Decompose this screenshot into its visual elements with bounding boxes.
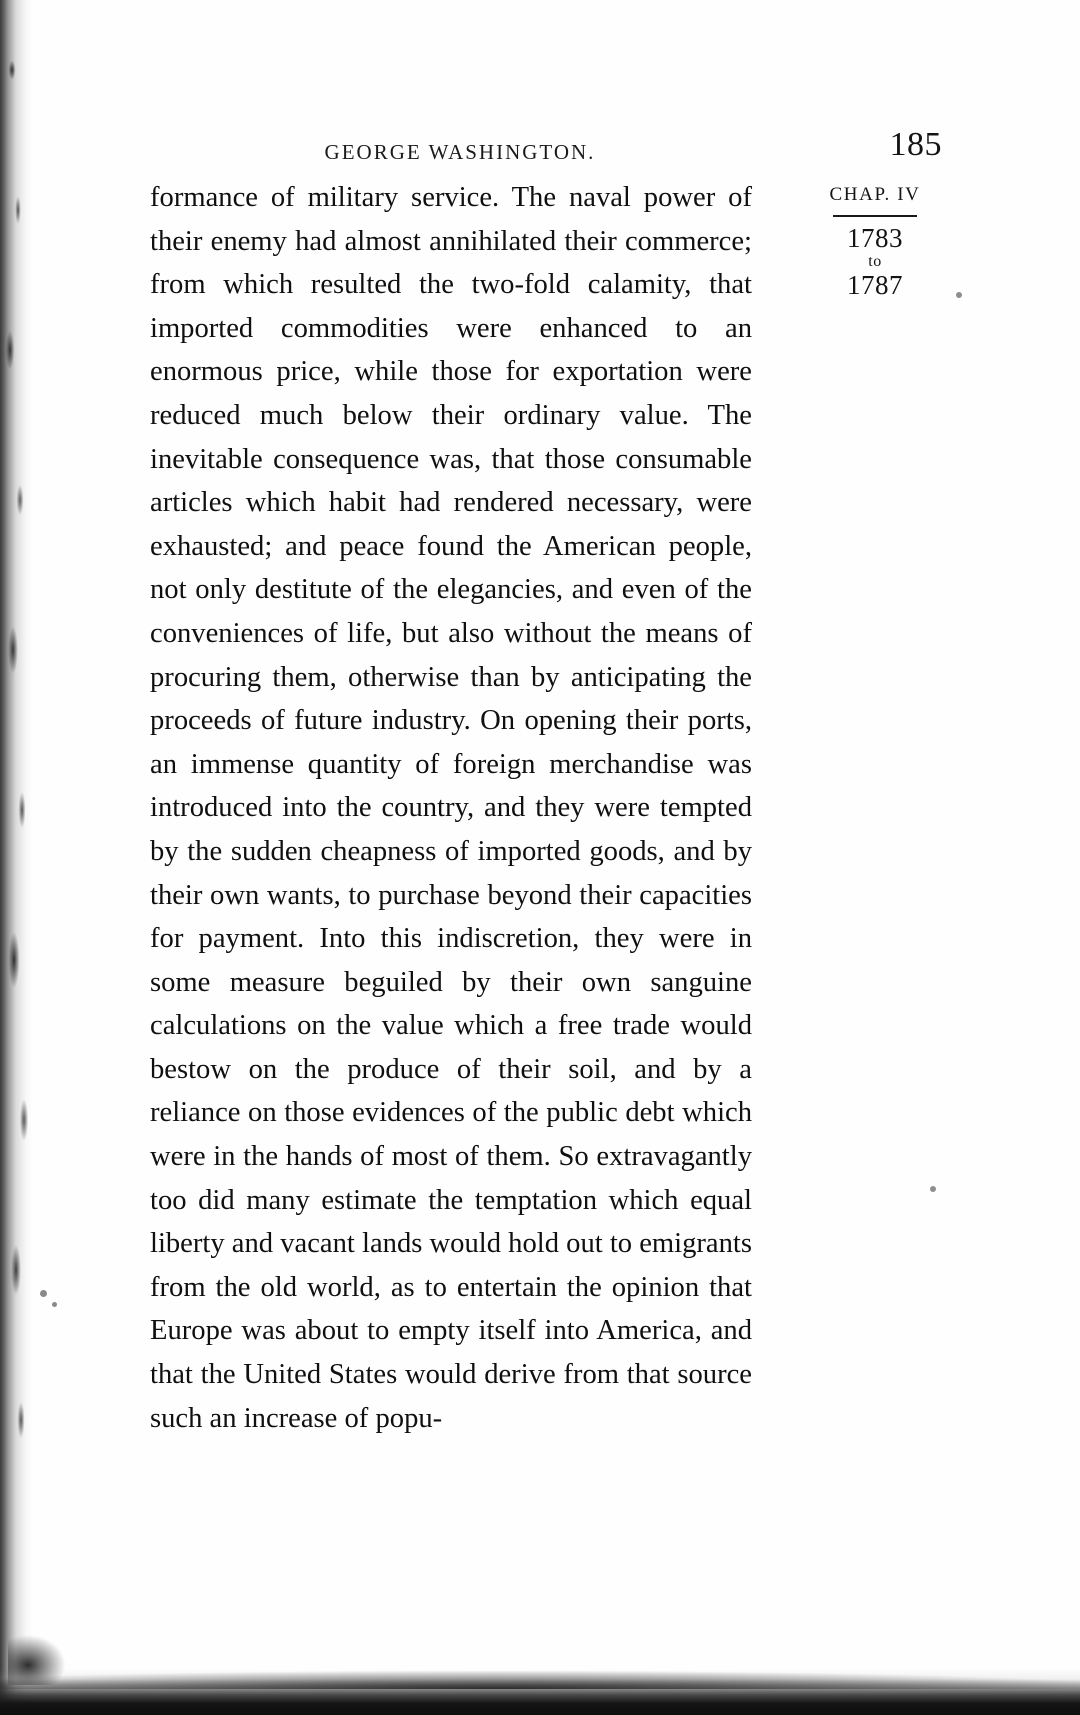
- body-text-column: [150, 176, 752, 1440]
- stray-ink-mark: [956, 292, 962, 298]
- page-number: 185: [889, 126, 942, 163]
- margin-note-connector: to: [868, 253, 882, 270]
- paragraph: formance of military service. The naval power of their enemy had almost annihilated their commerce; from which resulted the two-fold calamity, that imported commodities were enhanced to an enormous price, while those for exportation were reduced much below their ordinary value. The inevitable consequence was, that those consumable articles which habit had rendered necessary, were exhausted; and peace found the American people, not only destitute of the elegancies, and even of the conveniences of life, but also without the means of procuring them, otherwise than by anticipating the proceeds of future industry. On opening their ports, an immense quantity of foreign merchandise was introduced into the country, and they were tempted by the sudden cheapness of imported goods, and by their own wants, to purchase beyond their capacities for payment. Into this indiscretion, they were in some measure beguiled by their own sanguine calculations on the value which a free trade would bestow on the produce of their soil, and by a reliance on those evidences of the public debt which were in the hands of most of them. So extravagantly too did many estimate the temptation which equal liberty and vacant lands would hold out to emigrants from the old world, as to entertain the opinion that Europe was about to empty itself into America, and that the United States would derive from that source such an increase of popu-: [150, 182, 752, 1434]
- margin-note-year-end: 1787: [847, 270, 903, 300]
- margin-note-chapter: CHAP. IV: [829, 184, 921, 205]
- margin-note-rule: [833, 215, 917, 217]
- running-head: GEORGE WASHINGTON.: [324, 140, 596, 164]
- margin-note-year-start: 1783: [847, 223, 903, 253]
- margin-note: [790, 184, 960, 300]
- stray-ink-mark: [930, 1186, 936, 1192]
